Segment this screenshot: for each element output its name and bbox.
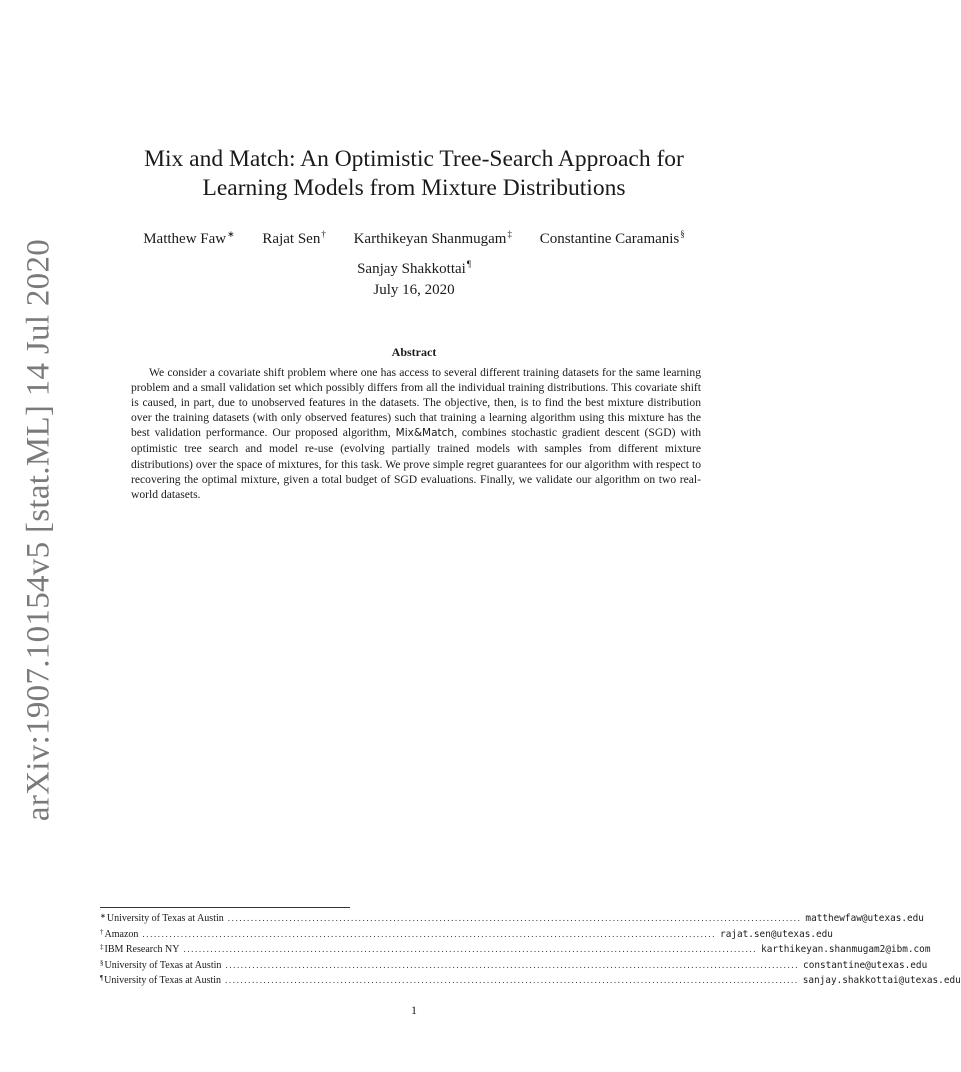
footnote-mark: † — [100, 927, 104, 936]
paper-title — [100, 145, 728, 203]
footnote-affiliation-text: University of Texas at Austin — [106, 913, 224, 924]
footnote-affiliation-text: IBM Research NY — [104, 944, 180, 956]
footnote-affiliation-text: Amazon — [104, 928, 139, 940]
author-rajat-sen — [262, 222, 325, 252]
footnote-affiliation-text: University of Texas at Austin — [104, 975, 222, 987]
author-name: Rajat Sen — [262, 231, 321, 247]
author-footnote-mark: ‡ — [507, 229, 512, 239]
author-sanjay-shakkottai — [357, 252, 471, 282]
footnote-leader-dots: ..................................................................................................................................................... — [225, 959, 800, 970]
footnote-leader-dots: ..................................................................................................................................................... — [183, 944, 758, 955]
author-footnote-mark: § — [680, 229, 685, 239]
publication-date: July 16, 2020 — [373, 282, 455, 298]
author-footnote-mark: † — [321, 229, 326, 239]
footnote-item — [100, 957, 928, 973]
author-row-1 — [100, 222, 728, 252]
author-row-2 — [100, 252, 728, 282]
author-karthikeyan-shanmugam — [354, 222, 512, 252]
author-matthew-faw — [143, 222, 234, 252]
author-name: Matthew Faw — [143, 231, 227, 247]
footnote-list — [100, 910, 961, 988]
footnote-email: rajat.sen@utexas.edu — [720, 928, 833, 940]
arxiv-identifier-text: arXiv:1907.10154v5 [stat.ML] 14 Jul 2020 — [20, 238, 57, 822]
footnote-leader-dots: ..................................................................................................................................................... — [142, 928, 717, 939]
footnote-affiliation — [100, 941, 179, 957]
arxiv-identifier-stamp — [20, 238, 57, 822]
footnote-mark: § — [100, 958, 104, 967]
author-constantine-caramanis — [540, 222, 685, 252]
footnote-affiliation — [100, 910, 224, 926]
paper-title-line-2: Learning Models from Mixture Distributions — [202, 175, 626, 201]
footnote-item — [100, 910, 924, 926]
author-footnote-mark: ¶ — [466, 259, 471, 269]
abstract-body — [131, 365, 701, 502]
footnote-leader-dots: ..................................................................................................................................................... — [227, 913, 802, 923]
footnote-mark: ∗ — [100, 912, 106, 920]
footnote-item — [100, 941, 931, 957]
author-name: Sanjay Shakkottai — [357, 261, 466, 277]
paper-title-line-1: Mix and Match: An Optimistic Tree-Search Approach for — [144, 146, 684, 172]
footnote-email: constantine@utexas.edu — [803, 959, 928, 971]
footnote-mark: ¶ — [100, 974, 104, 983]
author-list — [100, 222, 728, 282]
footnote-item — [100, 972, 961, 988]
footnote-email: sanjay.shakkottai@utexas.edu — [802, 975, 961, 987]
footnote-affiliation — [100, 926, 138, 942]
footnote-mark: ‡ — [100, 943, 104, 952]
footnote-rule — [100, 907, 350, 908]
footnote-email: karthikeyan.shanmugam2@ibm.com — [761, 944, 931, 956]
author-name: Karthikeyan Shanmugam — [353, 231, 507, 247]
footnote-item — [100, 926, 833, 942]
page-number: 1 — [411, 1003, 417, 1017]
footnote-affiliation — [100, 972, 221, 988]
abstract-text-after: , combines stochastic gradient descent (SGD) with optimistic tree search and model re-use (evolving partially trained models with samples from different mixture distributions) over the space of mixtures, for this task. We prove simple regret guarantees for our algorithm with respect to recovering the optimal mixture, given a total budget of SGD evaluations. Finally, we validate our algorithm on two real-world datasets. — [131, 426, 701, 501]
footnote-affiliation — [100, 957, 221, 973]
abstract-text-before: We consider a covariate shift problem where one has access to several different training datasets for the same learning problem and a small validation set which possibly differs from all the individual training distributions. This covariate shift is caused, in part, due to unobserved features in the datasets. The objective, then, is to find the best mixture distribution over the training datasets (with only observed features) such that training a learning algorithm using this mixture has the best validation performance. Our proposed algorithm, — [131, 366, 701, 440]
algorithm-name: Mix&Match — [395, 427, 455, 440]
abstract-heading: Abstract — [391, 345, 437, 359]
footnote-email: matthewfaw@utexas.edu — [805, 913, 924, 924]
abstract-paragraph — [131, 365, 701, 502]
author-name: Constantine Caramanis — [539, 231, 680, 247]
author-footnote-mark: ∗ — [227, 229, 235, 239]
footnote-affiliation-text: University of Texas at Austin — [104, 959, 222, 971]
footnote-leader-dots: ..................................................................................................................................................... — [225, 975, 799, 986]
